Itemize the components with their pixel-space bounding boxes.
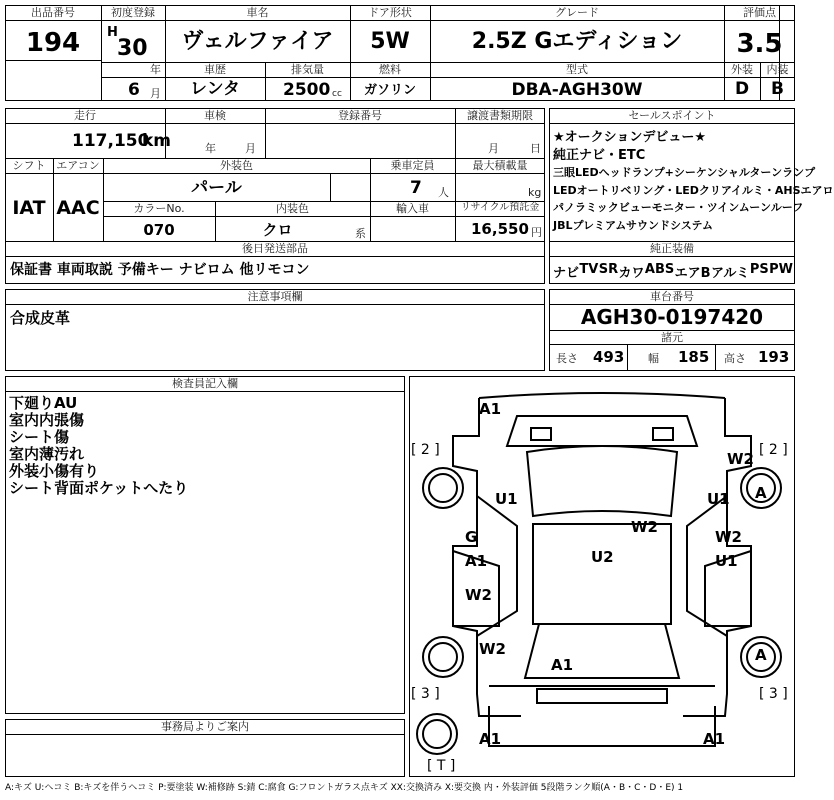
equipment-label: 純正装備 xyxy=(650,242,694,255)
windshield xyxy=(527,446,677,516)
view-bracket-label: [ 2 ] xyxy=(411,442,440,458)
lot-label: 出品番号 xyxy=(31,6,75,19)
sales-point-line: 純正ナビ・ETC xyxy=(553,147,646,163)
sales-point-line: パノラミックビューモニター・ツインムーンルーフ xyxy=(553,201,804,214)
colorno-value: 070 xyxy=(143,221,175,239)
damage-mark: A xyxy=(755,484,767,502)
sales-point-line: LEDオートリベリング・LEDクリアイルミ・AHSエアロ xyxy=(553,183,834,197)
damage-mark: A1 xyxy=(479,400,502,418)
inspector-note-line: シート傷 xyxy=(9,428,70,446)
color-value: パール xyxy=(191,178,242,198)
spare-tire-inner xyxy=(423,720,451,748)
spec-label: 諸元 xyxy=(661,331,683,344)
damage-mark: W2 xyxy=(465,586,492,604)
load-unit: kg xyxy=(528,186,542,199)
wheel-rear-left-inner xyxy=(429,643,457,671)
equipment-item: エアB xyxy=(674,266,711,281)
sales-point-line: ★オークションデビュー★ xyxy=(553,130,707,145)
shift-label: シフト xyxy=(12,159,46,172)
later-parts-label: 後日発送部品 xyxy=(242,242,308,255)
fuel-value: ガソリン xyxy=(363,83,416,98)
view-bracket-label: [ 3 ] xyxy=(411,686,440,702)
transfer-label: 譲渡書類期限 xyxy=(467,109,533,122)
damage-mark: W2 xyxy=(479,640,506,658)
notes-value: 合成皮革 xyxy=(10,309,71,327)
capacity-label: 乗車定員 xyxy=(390,159,435,172)
reg-year: 30 xyxy=(117,36,148,61)
displacement-value: 2500 xyxy=(283,80,331,100)
damage-mark: A xyxy=(755,646,767,664)
exterior-value: D xyxy=(734,79,750,99)
intcolor-label: 内装色 xyxy=(276,202,309,215)
mileage-value: 117,150 xyxy=(72,131,150,151)
model-value: DBA-AGH30W xyxy=(511,80,643,100)
front-light-right xyxy=(653,428,673,440)
transfer-month-unit: 月 xyxy=(488,142,499,155)
front-bumper xyxy=(479,393,725,398)
front-light-left xyxy=(531,428,551,440)
sales-point-line: JBLプレミアムサウンドシステム xyxy=(553,218,713,232)
height-label: 高さ xyxy=(724,352,746,365)
undercarriage xyxy=(489,706,715,746)
damage-mark: A1 xyxy=(551,656,574,674)
damage-mark: U1 xyxy=(495,490,518,508)
equipment-item: SR xyxy=(598,262,619,277)
width-value: 185 xyxy=(678,348,710,366)
reg-era: H xyxy=(107,25,118,40)
equipment-item: アルミ xyxy=(710,266,750,281)
damage-mark: U1 xyxy=(715,552,738,570)
equipment-item: ABS xyxy=(644,262,675,277)
ac-value: AAC xyxy=(56,197,100,219)
door-label: ドア形状 xyxy=(368,6,412,19)
capacity-value: 7 xyxy=(410,178,422,198)
load-label: 最大積載量 xyxy=(472,159,528,172)
history-value: レンタ xyxy=(190,79,240,99)
inspector-label: 検査員記入欄 xyxy=(172,377,238,390)
mileage-label: 走行 xyxy=(74,109,96,122)
fuel-label: 燃料 xyxy=(379,63,401,76)
rear-step xyxy=(537,689,667,703)
damage-mark: A1 xyxy=(703,730,726,748)
hood-area xyxy=(507,416,697,446)
interior-label: 内装 xyxy=(766,63,789,76)
view-bracket-label: [ 2 ] xyxy=(759,442,788,458)
length-label: 長さ xyxy=(556,352,578,365)
reg-month-unit: 月 xyxy=(150,87,161,100)
damage-mark: W2 xyxy=(631,518,658,536)
damage-mark: U1 xyxy=(707,490,730,508)
equipment-item: PS xyxy=(749,262,769,277)
history-label: 車歴 xyxy=(204,63,226,76)
color-label: 外装色 xyxy=(220,159,253,172)
intcolor-value: クロ xyxy=(262,221,293,239)
inspection-year-unit: 年 xyxy=(205,142,216,155)
chassis-value: AGH30-0197420 xyxy=(580,305,764,329)
grade-value: 2.5Z Gエディション xyxy=(471,29,683,54)
interior-value: B xyxy=(771,79,784,99)
view-bracket-label: [ T ] xyxy=(427,758,456,774)
car-name-label: 車名 xyxy=(246,6,269,19)
inspector-note-line: 室内薄汚れ xyxy=(9,445,85,463)
damage-mark: A1 xyxy=(465,552,488,570)
later-parts-value: 保証書 車両取説 予備キー ナビロム 他リモコン xyxy=(10,262,310,278)
door-value: 5W xyxy=(370,29,410,54)
damage-mark: U2 xyxy=(591,548,614,566)
displacement-label: 排気量 xyxy=(291,63,324,76)
height-value: 193 xyxy=(758,348,790,366)
reg-year-unit: 年 xyxy=(150,63,161,76)
recycle-value: 16,550 xyxy=(471,220,529,238)
damage-mark: W2 xyxy=(727,450,754,468)
ac-label: エアコン xyxy=(56,159,100,172)
sales-point-label: セールスポイント xyxy=(628,109,716,122)
notes-label: 注意事項欄 xyxy=(247,290,303,303)
equipment-item: PW xyxy=(769,262,793,277)
inspector-note-line: 下廻りAU xyxy=(9,394,78,412)
sales-point-line: 三眼LEDヘッドランプ+シーケンシャルターンランプ xyxy=(553,166,816,179)
score-value: 3.5 xyxy=(736,29,783,59)
equipment-item: TV xyxy=(579,262,599,277)
chassis-label: 車台番号 xyxy=(650,290,694,303)
inspector-note-line: 室内内張傷 xyxy=(9,411,85,429)
inspector-note-line: 外装小傷有り xyxy=(9,462,100,480)
damage-mark: W2 xyxy=(715,528,742,546)
width-label: 幅 xyxy=(648,352,659,365)
inspection-label: 車検 xyxy=(204,109,226,122)
recycle-label: リサイクル預託金 xyxy=(460,202,540,213)
displacement-unit: cc xyxy=(332,89,342,99)
roof xyxy=(533,524,671,624)
inspection-month-unit: 月 xyxy=(245,142,256,155)
equipment-item: カワ xyxy=(618,266,645,281)
damage-mark: A1 xyxy=(479,730,502,748)
reg-label: 初度登録 xyxy=(111,6,155,19)
vehicle-damage-diagram xyxy=(409,376,795,777)
shift-value: IAT xyxy=(12,197,46,219)
mileage-unit: km xyxy=(142,131,172,151)
lot-number: 194 xyxy=(25,28,81,58)
score-label: 評価点 xyxy=(743,6,776,19)
transfer-day-unit: 日 xyxy=(530,142,541,155)
inspector-note-line: シート背面ポケットへたり xyxy=(9,479,189,497)
model-label: 型式 xyxy=(566,63,588,76)
import-label: 輸入車 xyxy=(396,202,429,215)
reg-month: 6 xyxy=(128,80,140,100)
car-name: ヴェルファイア xyxy=(181,29,334,54)
recycle-unit: 円 xyxy=(531,226,542,239)
damage-mark: G xyxy=(465,528,478,546)
regno-label: 登録番号 xyxy=(338,109,382,122)
exterior-label: 外装 xyxy=(731,63,753,76)
rear-window xyxy=(525,624,679,678)
capacity-unit: 人 xyxy=(438,186,449,199)
length-value: 493 xyxy=(593,348,625,366)
legend-text: A:キズ U:ヘコミ B:キズを伴うヘコミ P:要塗装 W:補修跡 S:錆 C:腐食 G:フロントガラス点キズ XX:交換済み X:要交換 内・外装評価 5段階ランク順(A・B・C・D・E) 1 xyxy=(5,783,684,793)
office-label: 事務局よりご案内 xyxy=(161,720,249,733)
grade-label: グレード xyxy=(555,6,599,19)
intcolor-unit: 系 xyxy=(355,227,366,240)
wheel-front-left-inner xyxy=(429,474,457,502)
view-bracket-label: [ 3 ] xyxy=(759,686,788,702)
equipment-item: ナビ xyxy=(553,266,580,281)
colorno-label: カラーNo. xyxy=(133,202,185,215)
